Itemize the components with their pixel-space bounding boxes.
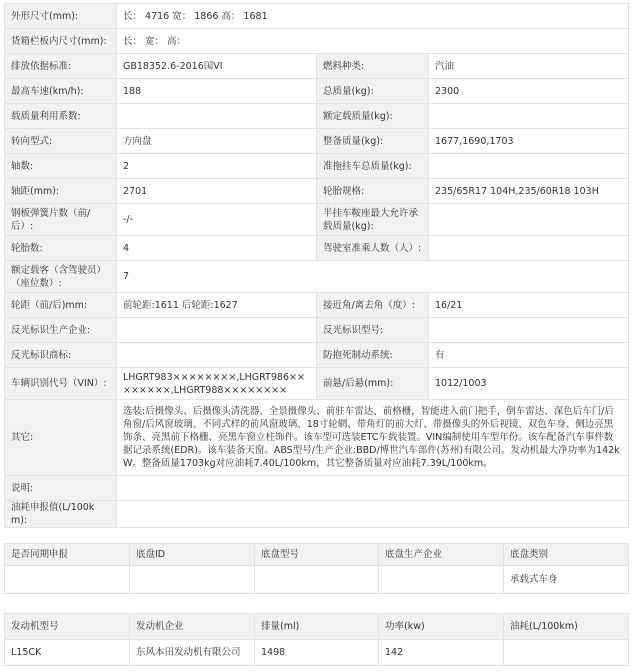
engine-header-displacement: 排量(ml) [255,614,379,640]
trailer-mass-label: 准拖挂车总质量(kg): [317,154,429,179]
spec-row-fuel-consumption [5,501,629,528]
spring-value: -/- [117,204,317,236]
chassis-cell-id [130,566,255,594]
emission-label: 排放依据标准: [5,54,117,79]
chassis-header-category: 底盘类别 [504,544,629,566]
spec-row-seats [5,261,629,293]
engine-cell-model: L15CK [5,640,130,666]
reflector-brand-label: 反光标识商标: [5,343,117,368]
abs-label: 防抱死制动系统: [317,343,429,368]
engine-header-power: 功率(kw) [379,614,504,640]
reflector-maker-value [117,318,317,343]
load-util-value [117,104,317,129]
engine-header-consumption: 油耗(L/100km) [504,614,629,640]
tread-value: 前轮距:1611 后轮距:1627 [117,293,317,318]
engine-header-row [5,614,629,640]
tire-count-label: 轮胎数: [5,236,117,261]
chassis-row [5,566,629,594]
max-speed-label: 最高车速(km/h): [5,79,117,104]
spec-row-emission [5,54,629,79]
steering-label: 转向型式: [5,129,117,154]
curb-mass-label: 整备质量(kg): [317,129,429,154]
steering-value: 方向盘 [117,129,317,154]
axles-value: 2 [117,154,317,179]
chassis-header-model: 底盘型号 [255,544,379,566]
emission-value: GB18352.6-2016国VI [117,54,317,79]
spec-row-spring [5,204,629,236]
note-label: 说明: [5,476,117,501]
chassis-header-maker: 底盘生产企业 [379,544,504,566]
spec-row-load [5,104,629,129]
engine-cell-power: 142 [379,640,504,666]
abs-value: 有 [429,343,629,368]
vin-label: 车辆识别代号（VIN）: [5,368,117,400]
spec-row-abs [5,343,629,368]
total-mass-label: 总质量(kg): [317,79,429,104]
spec-row-vin [5,368,629,400]
wheelbase-label: 轴距(mm): [5,179,117,204]
engine-table [4,613,629,666]
cargo-value: 长： 宽： 高： [117,29,629,54]
seats-label: 额定载客（含驾驶员）（座位数）: [5,261,117,293]
fuel-type-label: 燃料种类: [317,54,429,79]
trailer-mass-value [429,154,629,179]
tire-spec-value: 235/65R17 104H,235/60R18 103H [429,179,629,204]
chassis-cell-simultaneous [5,566,130,594]
dims-label: 外形尺寸(mm): [5,4,117,29]
wheelbase-value: 2701 [117,179,317,204]
chassis-header-simultaneous: 是否同期申报 [5,544,130,566]
dims-value: 长： 4716 宽： 1866 高： 1681 [117,4,629,29]
reflector-maker-label: 反光标识生产企业: [5,318,117,343]
spec-row-reflector [5,318,629,343]
spec-row-dimensions [5,4,629,29]
seats-value: 7 [117,261,629,293]
spec-row-axles [5,154,629,179]
spec-row-wheelbase [5,179,629,204]
chassis-cell-category: 承载式车身 [504,566,629,594]
tire-count-value: 4 [117,236,317,261]
max-speed-value: 188 [117,79,317,104]
fuel-type-value: 汽油 [429,54,629,79]
engine-row [5,640,629,666]
load-util-label: 载质量利用系数: [5,104,117,129]
saddle-load-value [429,204,629,236]
spec-row-cargo [5,29,629,54]
cab-capacity-label: 驾驶室准乘人数（人）: [317,236,429,261]
engine-cell-consumption [504,640,629,666]
reflector-model-value [429,318,629,343]
spring-label: 钢板弹簧片数（前/后）: [5,204,117,236]
overhang-label: 前悬/后悬(mm): [317,368,429,400]
engine-cell-displacement: 1498 [255,640,379,666]
spec-row-steering [5,129,629,154]
reflector-model-label: 反光标识型号: [317,318,429,343]
tire-spec-label: 轮胎规格: [317,179,429,204]
engine-cell-maker: 东风本田发动机有限公司 [130,640,255,666]
spec-row-note [5,476,629,501]
curb-mass-value: 1677,1690,1703 [429,129,629,154]
chassis-cell-model [255,566,379,594]
other-label: 其它: [5,400,117,476]
vin-value: LHGRT983××××××××,LHGRT986××××××××,LHGRT988×××××××× [117,368,317,400]
fuel-consumption-label: 油耗申报值(L/100km): [5,501,117,528]
cargo-label: 货箱栏板内尺寸(mm): [5,29,117,54]
other-value: 选装:后摄像头、后摄像头清洗器、全景摄像头、前驻车雷达、前格栅，智能进入前门把手，倒车雷达、深色后车门/后角窗/后风窗玻璃、不同式样的前风窗玻璃、18寸轮辋、带角灯的前大灯、带摄像头的外后视镜、双色车身、侧边亮黑饰条、亮黑前下格栅、亮黑车窗立柱饰件。该车型可选装ETC车载装置。VIN编制使用车型年份。该车配备汽车事件数据记录系统(EDR)。该车装备天窗。ABS型号/生产企业:BBD/博世汽车部件(苏州)有限公司。发动机最大净功率为142kW。整备质量1703kg对应油耗7.40L/100km，其它整备质量对应油耗7.39L/100km。 [117,400,629,476]
axles-label: 轴数: [5,154,117,179]
vehicle-spec-table [4,3,629,528]
chassis-header-row [5,544,629,566]
overhang-value: 1012/1003 [429,368,629,400]
total-mass-value: 2300 [429,79,629,104]
reflector-brand-value [117,343,317,368]
chassis-table [4,543,629,594]
tread-label: 轮距（前/后)mm: [5,293,117,318]
rated-load-label: 额定载质量(kg): [317,104,429,129]
spec-row-tread [5,293,629,318]
cab-capacity-value [429,236,629,261]
approach-angle-label: 接近角/离去角（度）: [317,293,429,318]
chassis-cell-maker [379,566,504,594]
engine-header-maker: 发动机企业 [130,614,255,640]
approach-angle-value: 16/21 [429,293,629,318]
chassis-header-id: 底盘ID [130,544,255,566]
saddle-load-label: 半挂车鞍座最大允许承载质量(kg): [317,204,429,236]
spec-row-tires [5,236,629,261]
note-value [117,476,629,501]
fuel-consumption-value [117,501,629,528]
rated-load-value [429,104,629,129]
engine-header-model: 发动机型号 [5,614,130,640]
spec-row-other [5,400,629,476]
spec-row-speed [5,79,629,104]
